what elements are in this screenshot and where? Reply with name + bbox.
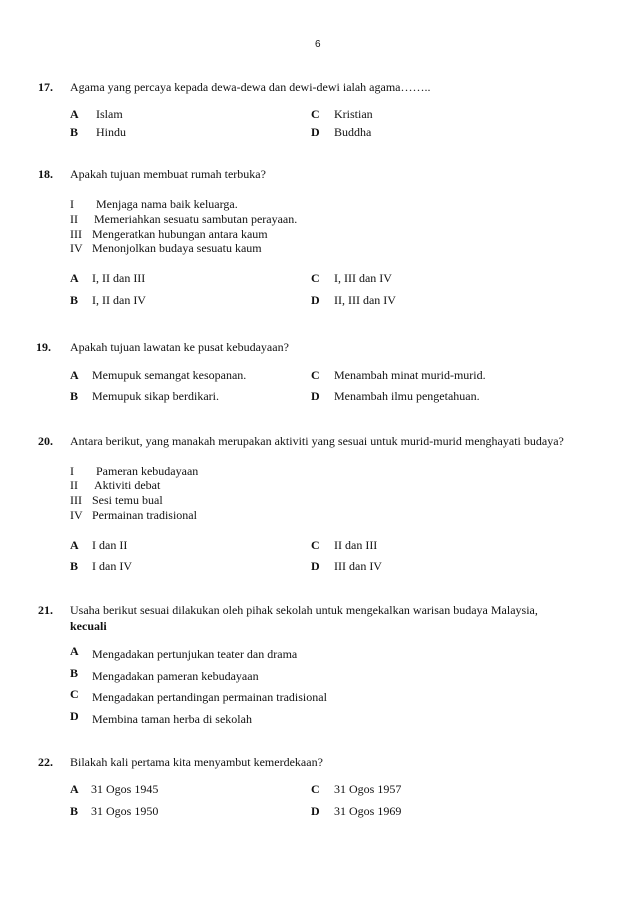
q20-option-d-text[interactable]: III dan IV — [334, 559, 382, 573]
q20-option-c-text[interactable]: II dan III — [334, 538, 378, 552]
q21-option-a-letter[interactable]: A — [70, 644, 79, 658]
q17-option-c-text[interactable]: Kristian — [334, 107, 373, 121]
question-19-text: Apakah tujuan lawatan ke pusat kebudayaan? — [70, 340, 289, 354]
question-21-kecuali: kecuali — [70, 619, 107, 633]
q18-statement-3-numeral: III — [70, 227, 82, 241]
q19-option-b-text[interactable]: Memupuk sikap berdikari. — [92, 389, 219, 403]
question-18-text: Apakah tujuan membuat rumah terbuka? — [70, 167, 266, 181]
q22-option-c-letter[interactable]: C — [311, 782, 320, 796]
q19-option-b-letter[interactable]: B — [70, 389, 79, 403]
q21-option-c-letter[interactable]: C — [70, 687, 79, 701]
q18-option-a-text[interactable]: I, II dan III — [92, 271, 146, 285]
q18-statement-1-text: Menjaga nama baik keluarga. — [96, 197, 238, 211]
q18-statement-2-text: Memeriahkan sesuatu sambutan perayaan. — [94, 212, 298, 226]
q19-option-a-letter[interactable]: A — [70, 368, 79, 382]
question-20-number: 20. — [38, 434, 53, 448]
q18-option-b-letter[interactable]: B — [70, 293, 79, 307]
q21-option-b-letter[interactable]: B — [70, 666, 79, 680]
question-22-number: 22. — [38, 755, 53, 769]
q18-option-a-letter[interactable]: A — [70, 271, 79, 285]
question-17-number: 17. — [38, 80, 53, 94]
q20-statement-3-text: Sesi temu bual — [92, 493, 163, 507]
q20-statement-1-numeral: I — [70, 464, 74, 478]
q20-option-b-text[interactable]: I dan IV — [92, 559, 132, 573]
q18-option-c-text[interactable]: I, III dan IV — [334, 271, 392, 285]
q20-option-d-letter[interactable]: D — [311, 559, 320, 573]
q21-option-d-letter[interactable]: D — [70, 709, 79, 723]
q21-option-c-text[interactable]: Mengadakan pertandingan permainan tradisional — [92, 690, 327, 704]
q17-option-d-text[interactable]: Buddha — [334, 125, 372, 139]
q17-option-c-letter[interactable]: C — [311, 107, 320, 121]
q18-option-d-text[interactable]: II, III dan IV — [334, 293, 396, 307]
q22-option-c-text[interactable]: 31 Ogos 1957 — [334, 782, 402, 796]
q21-option-b-text[interactable]: Mengadakan pameran kebudayaan — [92, 669, 259, 683]
q18-statement-4-text: Menonjolkan budaya sesuatu kaum — [92, 241, 262, 255]
question-21-text: Usaha berikut sesuai dilakukan oleh pihak sekolah untuk mengekalkan warisan budaya Malaysia, — [70, 603, 538, 617]
question-18-number: 18. — [38, 167, 53, 181]
q18-statement-1-numeral: I — [70, 197, 74, 211]
q20-statement-1-text: Pameran kebudayaan — [96, 464, 199, 478]
q22-option-b-text[interactable]: 31 Ogos 1950 — [91, 804, 159, 818]
q22-option-d-letter[interactable]: D — [311, 804, 320, 818]
q20-option-c-letter[interactable]: C — [311, 538, 320, 552]
q17-option-b-text[interactable]: Hindu — [96, 125, 126, 139]
q19-option-c-text[interactable]: Menambah minat murid-murid. — [334, 368, 486, 382]
question-17-text: Agama yang percaya kepada dewa-dewa dan dewi-dewi ialah agama…….. — [70, 80, 431, 94]
q18-statement-2-numeral: II — [70, 212, 78, 226]
q19-option-d-text[interactable]: Menambah ilmu pengetahuan. — [334, 389, 480, 403]
q17-option-d-letter[interactable]: D — [311, 125, 320, 139]
q20-statement-2-numeral: II — [70, 478, 78, 492]
q20-statement-3-numeral: III — [70, 493, 82, 507]
q20-option-a-letter[interactable]: A — [70, 538, 79, 552]
q20-option-b-letter[interactable]: B — [70, 559, 79, 573]
q22-option-b-letter[interactable]: B — [70, 804, 79, 818]
q20-statement-4-numeral: IV — [70, 508, 83, 522]
question-20-text: Antara berikut, yang manakah merupakan aktiviti yang sesuai untuk murid-murid menghayati budaya? — [70, 434, 564, 448]
q20-statement-2-text: Aktiviti debat — [94, 478, 161, 492]
q20-option-a-text[interactable]: I dan II — [92, 538, 128, 552]
q18-statement-3-text: Mengeratkan hubungan antara kaum — [92, 227, 268, 241]
q20-statement-4-text: Permainan tradisional — [92, 508, 197, 522]
question-22-text: Bilakah kali pertama kita menyambut kemerdekaan? — [70, 755, 323, 769]
q21-option-a-text[interactable]: Mengadakan pertunjukan teater dan drama — [92, 647, 298, 661]
page-number: 6 — [315, 39, 321, 50]
question-19-number: 19. — [36, 340, 51, 354]
q18-option-b-text[interactable]: I, II dan IV — [92, 293, 146, 307]
q19-option-a-text[interactable]: Memupuk semangat kesopanan. — [92, 368, 247, 382]
q18-option-d-letter[interactable]: D — [311, 293, 320, 307]
q17-option-a-letter[interactable]: A — [70, 107, 79, 121]
q18-option-c-letter[interactable]: C — [311, 271, 320, 285]
q22-option-a-letter[interactable]: A — [70, 782, 79, 796]
q17-option-b-letter[interactable]: B — [70, 125, 79, 139]
q18-statement-4-numeral: IV — [70, 241, 83, 255]
q19-option-c-letter[interactable]: C — [311, 368, 320, 382]
question-21-number: 21. — [38, 603, 53, 617]
q21-option-d-text[interactable]: Membina taman herba di sekolah — [92, 712, 252, 726]
q17-option-a-text[interactable]: Islam — [96, 107, 123, 121]
q19-option-d-letter[interactable]: D — [311, 389, 320, 403]
q22-option-a-text[interactable]: 31 Ogos 1945 — [91, 782, 159, 796]
q22-option-d-text[interactable]: 31 Ogos 1969 — [334, 804, 402, 818]
